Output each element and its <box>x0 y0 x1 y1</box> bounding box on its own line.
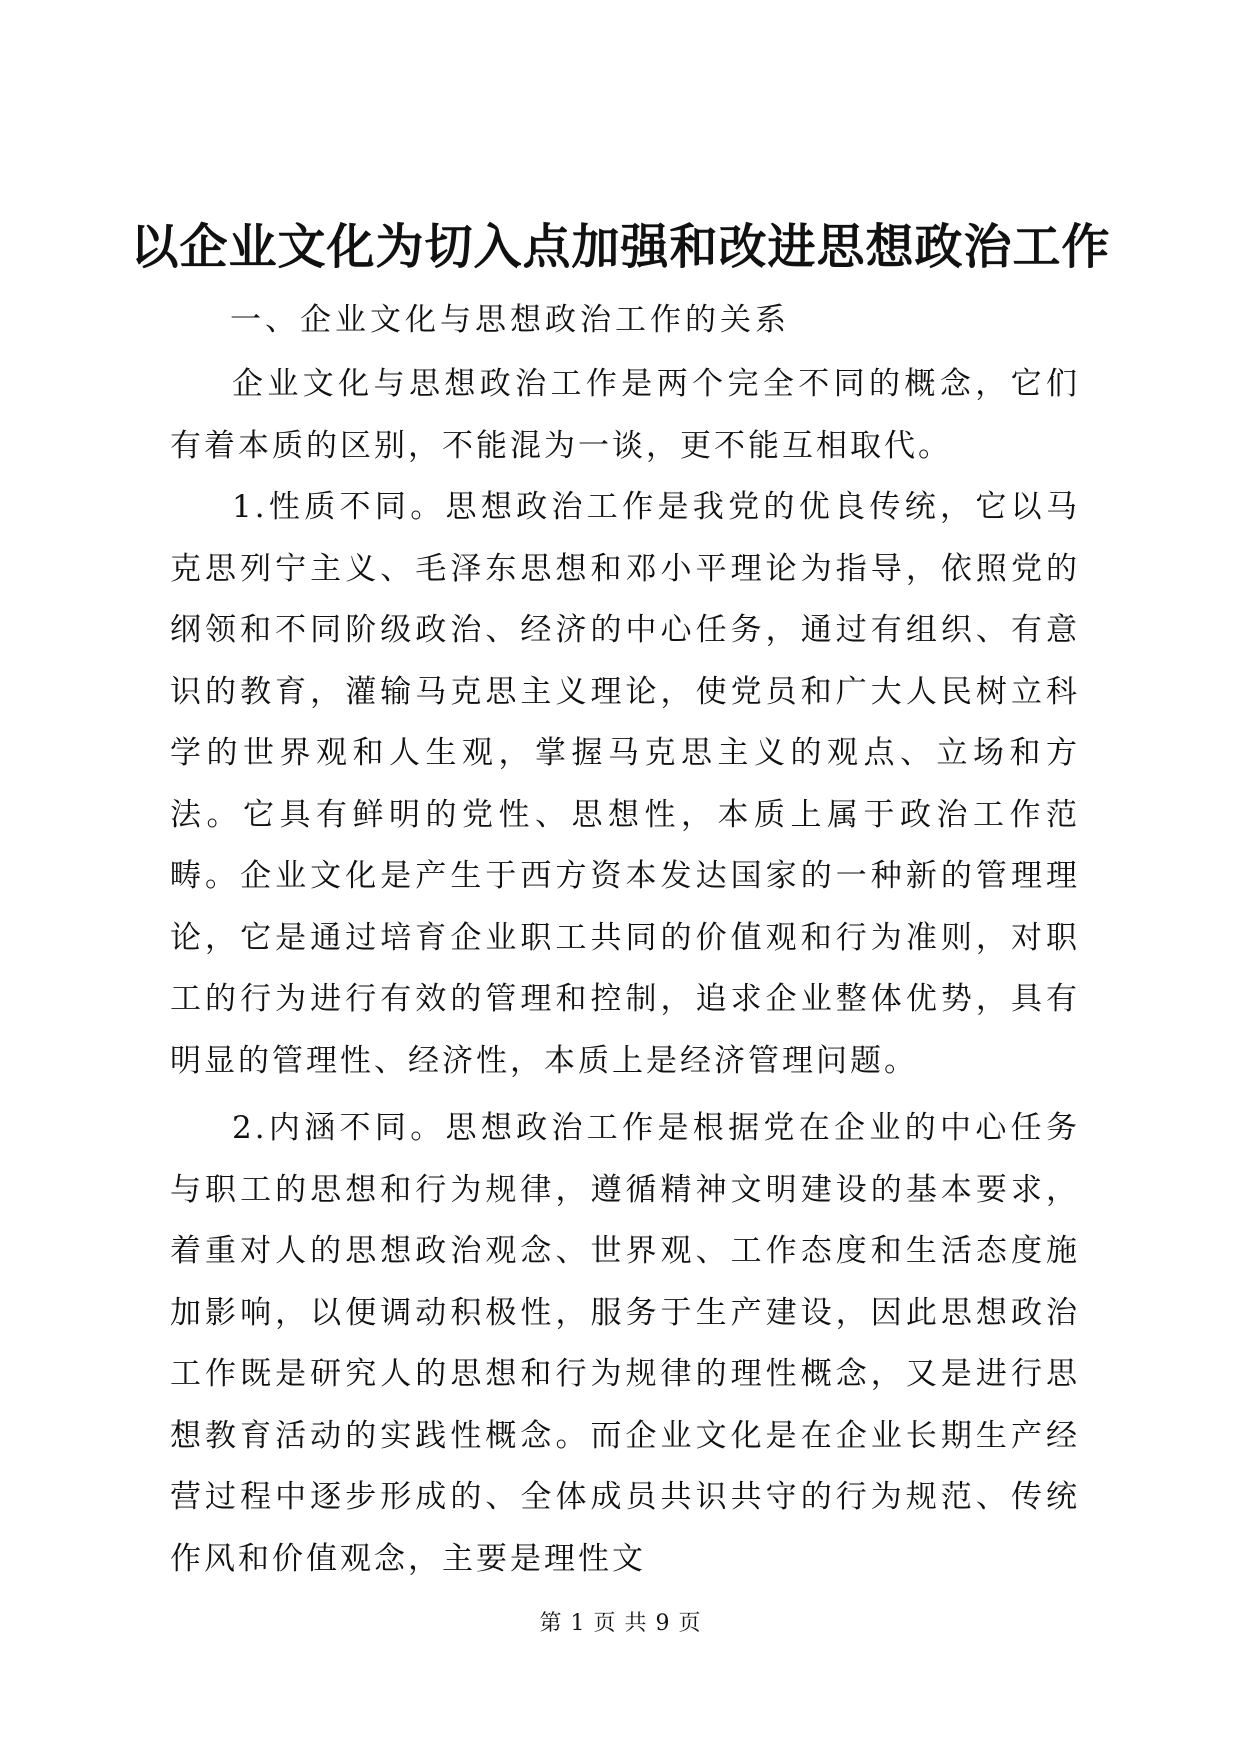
document-title: 以企业文化为切入点加强和改进思想政治工作 <box>130 219 1111 275</box>
paragraph-nature: 1.性质不同。思想政治工作是我党的优良传统，它以马克思列宁主义、毛泽东思想和邓小平理论为指导，依照党的纲领和不同阶级政治、经济的中心任务，通过有组织、有意识的教育，灌输马克思主义理论，使党员和广大人民树立科学的世界观和人生观，掌握马克思主义的观点、立场和方法。它具有鲜明的党性、思想性，本质上属于政治工作范畴。企业文化是产生于西方资本发达国家的一种新的管理理论，它是通过培育企业职工共同的价值观和行为准则，对职工的行为进行有效的管理和控制，追求企业整体优势，具有明显的管理性、经济性，本质上是经济管理问题。 <box>170 489 1080 1079</box>
page-footer: 第 1 页 共 9 页 <box>539 1611 702 1636</box>
paragraph-connotation: 2.内涵不同。思想政治工作是根据党在企业的中心任务与职工的思想和行为规律，遵循精神文明建设的基本要求，着重对人的思想政治观念、世界观、工作态度和生活态度施加影响，以便调动积极性，服务于生产建设，因此思想政治工作既是研究人的思想和行为规律的理性概念，又是进行思想教育活动的实践性概念。而企业文化是在企业长期生产经营过程中逐步形成的、全体成员共识共守的行为规范、传统作风和价值观念，主要是理性文 <box>170 1110 1080 1577</box>
section-heading: 一、企业文化与思想政治工作的关系 <box>230 302 790 338</box>
paragraph-intro: 企业文化与思想政治工作是两个完全不同的概念，它们有着本质的区别，不能混为一谈，更不能互相取代。 <box>170 366 1080 464</box>
